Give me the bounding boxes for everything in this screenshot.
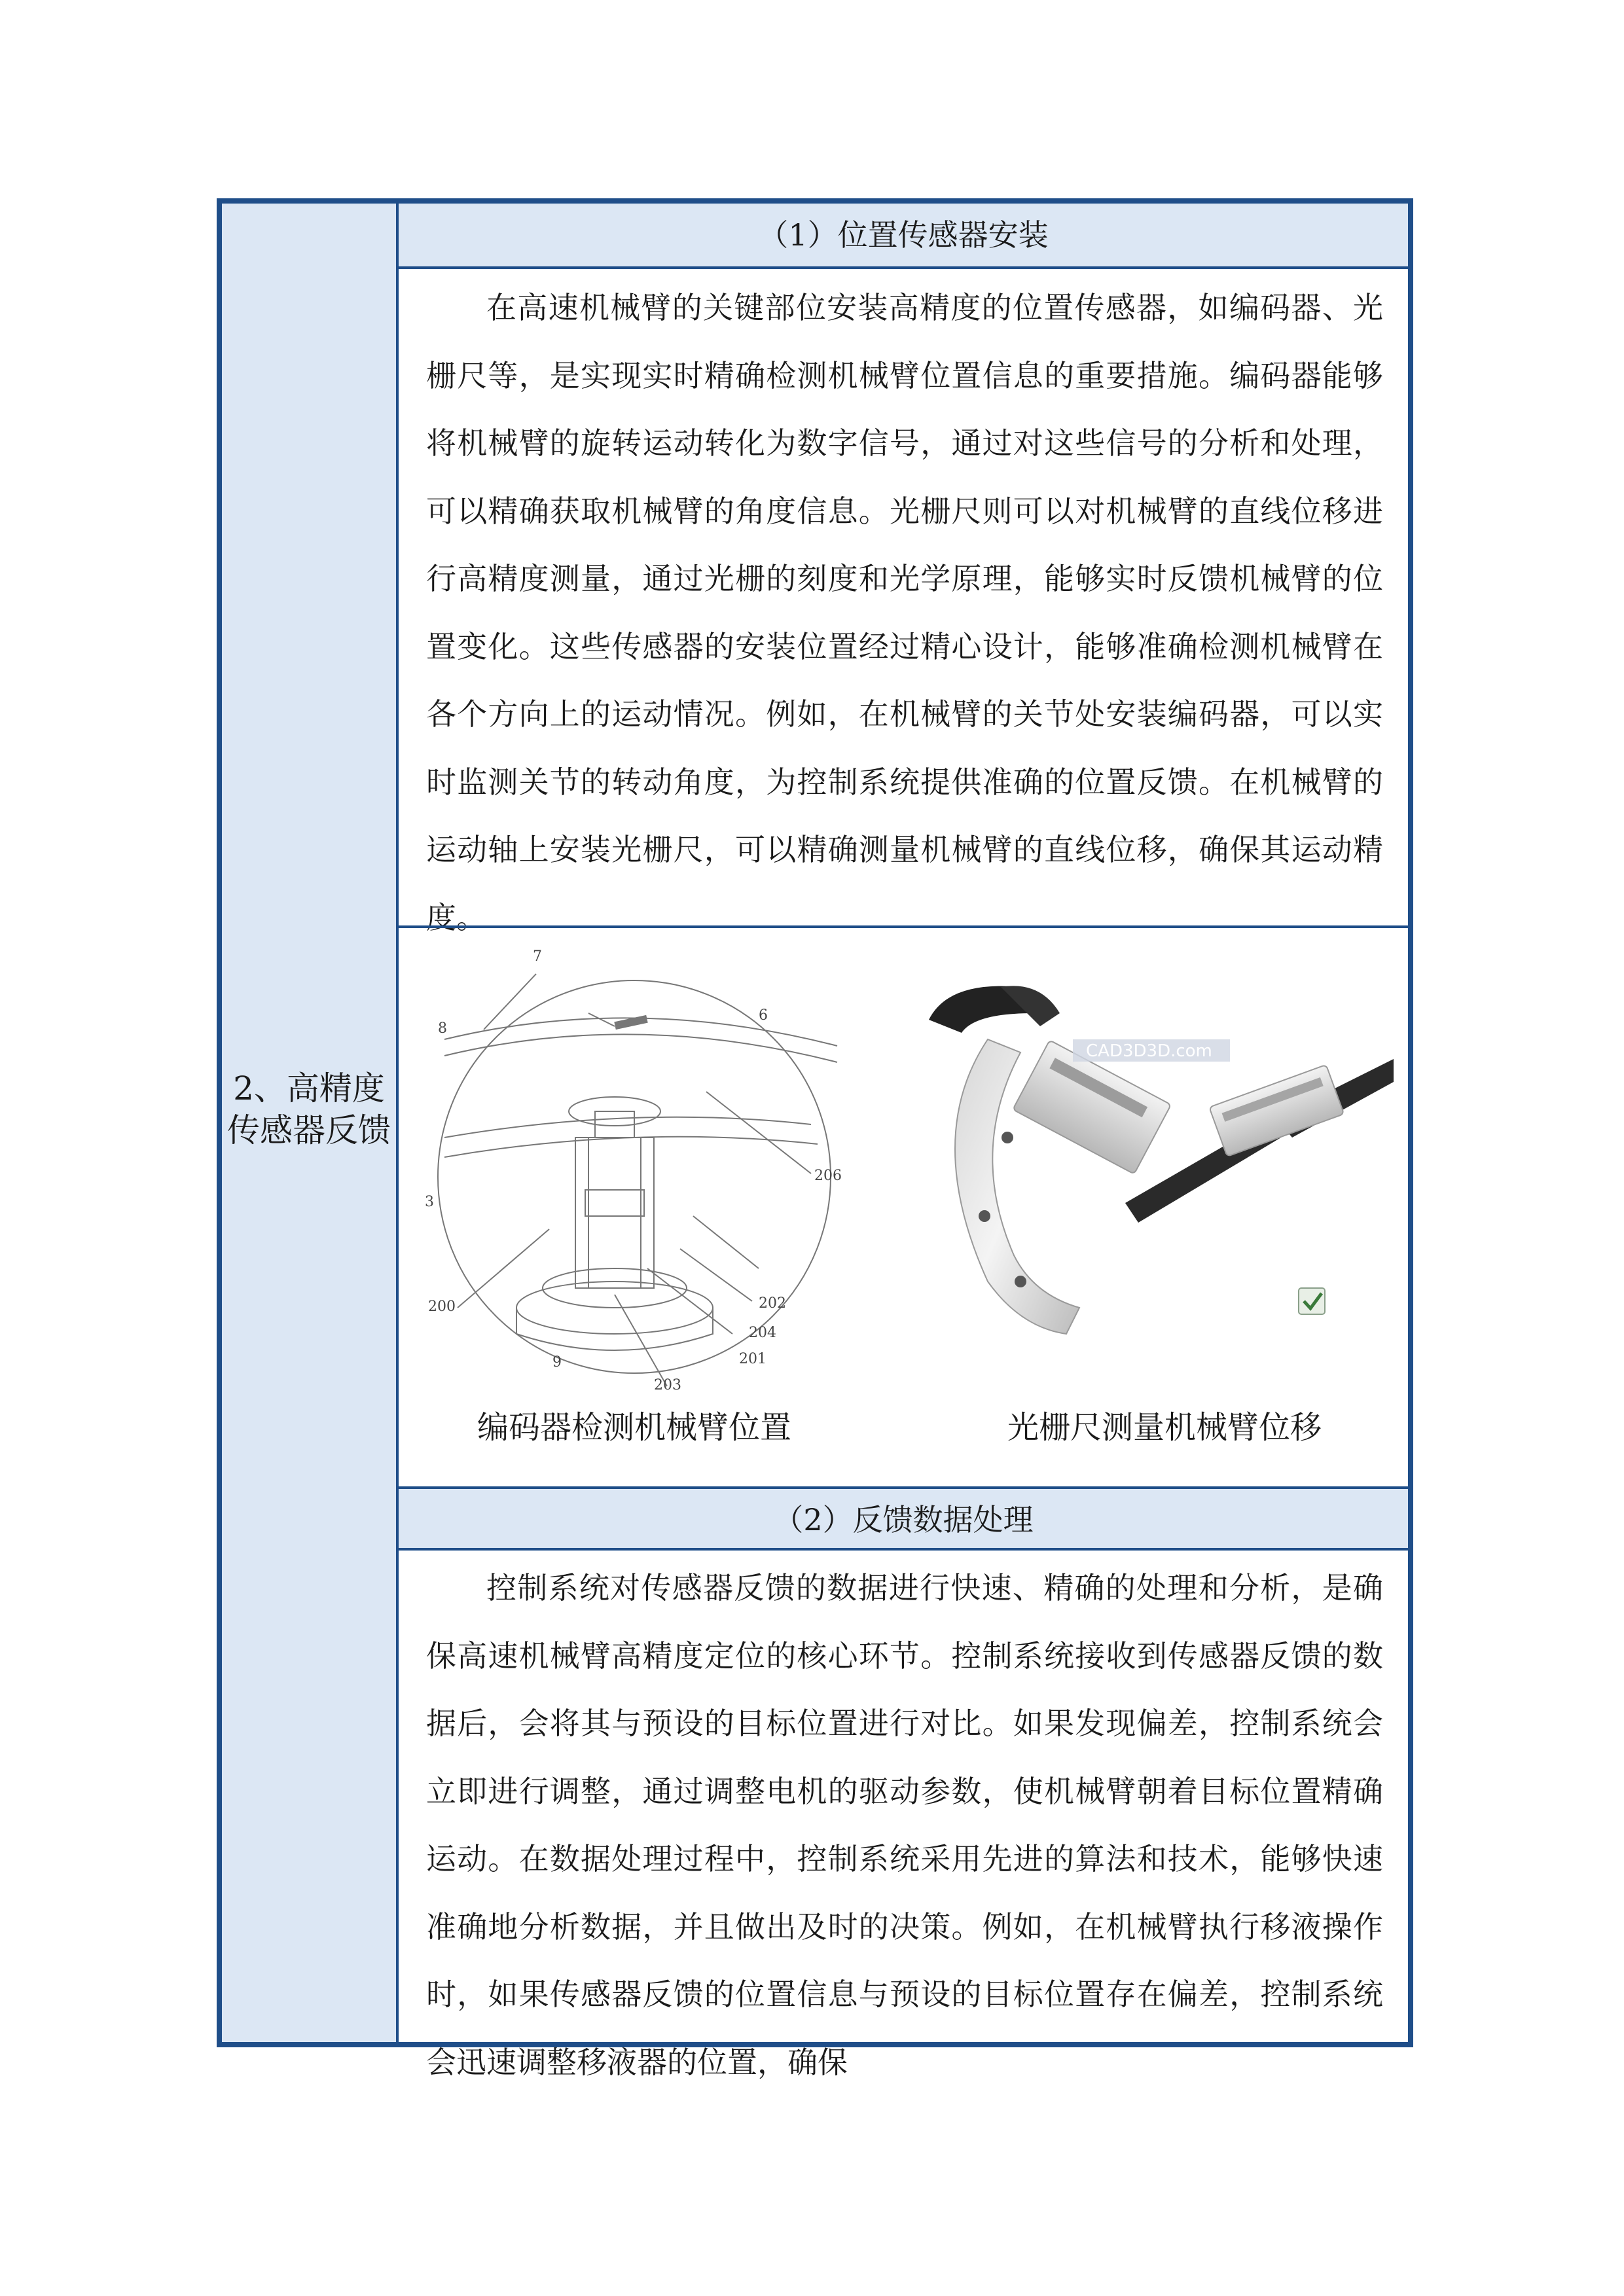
encoder-caption: 编码器检测机械臂位置 [477,1409,791,1446]
grating-scale-svg [909,941,1394,1393]
category-label: 2、高精度传感器反馈 [227,1069,391,1149]
encoder-diagram [418,941,850,1393]
label-3: 3 [425,1194,434,1210]
right-content-column [399,204,1408,2080]
grating-caption: 光栅尺测量机械臂位移 [1007,1409,1322,1446]
left-category-column [222,204,399,2042]
figure-row [399,925,1408,1486]
detail-circle [438,980,831,1373]
grating-scale-image [909,941,1394,1393]
label-204: 204 [749,1325,776,1341]
section2-header: （2）反馈数据处理 [399,1486,1408,1551]
label-7: 7 [533,948,542,965]
label-203: 203 [654,1377,681,1393]
check-icon [1299,1288,1325,1314]
label-206: 206 [814,1168,842,1184]
image-watermark: CAD3D3D.com [1086,1041,1212,1061]
label-8: 8 [438,1020,447,1037]
encoder-drawing-svg [418,941,850,1393]
label-6: 6 [759,1007,768,1024]
section2-paragraph: 控制系统对传感器反馈的数据进行快速、精确的处理和分析，是确保高速机械臂高精度定位的核心环节。控制系统接收到传感器反馈的数据后，会将其与预设的目标位置进行对比。如果发现偏差，控制系统会立即进行调整，通过调整电机的驱动参数，使机械臂朝着目标位置精确运动。在数据处理过程中，控制系统采用先进的算法和技术，能够快速准确地分析数据，并且做出及时的决策。例如，在机械臂执行移液操作时，如果传感器反馈的位置信息与预设的目标位置存在偏差，控制系统会迅速调整移液器的位置，确保 [426,1570,1383,2080]
label-9: 9 [552,1354,562,1371]
section1-paragraph: 在高速机械臂的关键部位安装高精度的位置传感器，如编码器、光栅尺等，是实现实时精确检测机械臂位置信息的重要措施。编码器能够将机械臂的旋转运动转化为数字信号，通过对这些信号的分析和处理，可以精确获取机械臂的角度信息。光栅尺则可以对机械臂的直线位移进行高精度测量，通过光栅的刻度和光学原理，能够实时反馈机械臂的位置变化。这些传感器的安装位置经过精心设计，能够准确检测机械臂在各个方向上的运动情况。例如，在机械臂的关节处安装编码器，可以实时监测关节的转动角度，为控制系统提供准确的位置反馈。在机械臂的运动轴上安装光栅尺，可以精确测量机械臂的直线位移，确保其运动精度。 [426,290,1383,935]
section1-header: （1）位置传感器安装 [399,204,1408,269]
label-201: 201 [739,1351,767,1367]
label-200: 200 [428,1299,456,1315]
content-table [217,198,1413,2080]
label-202: 202 [759,1295,786,1312]
